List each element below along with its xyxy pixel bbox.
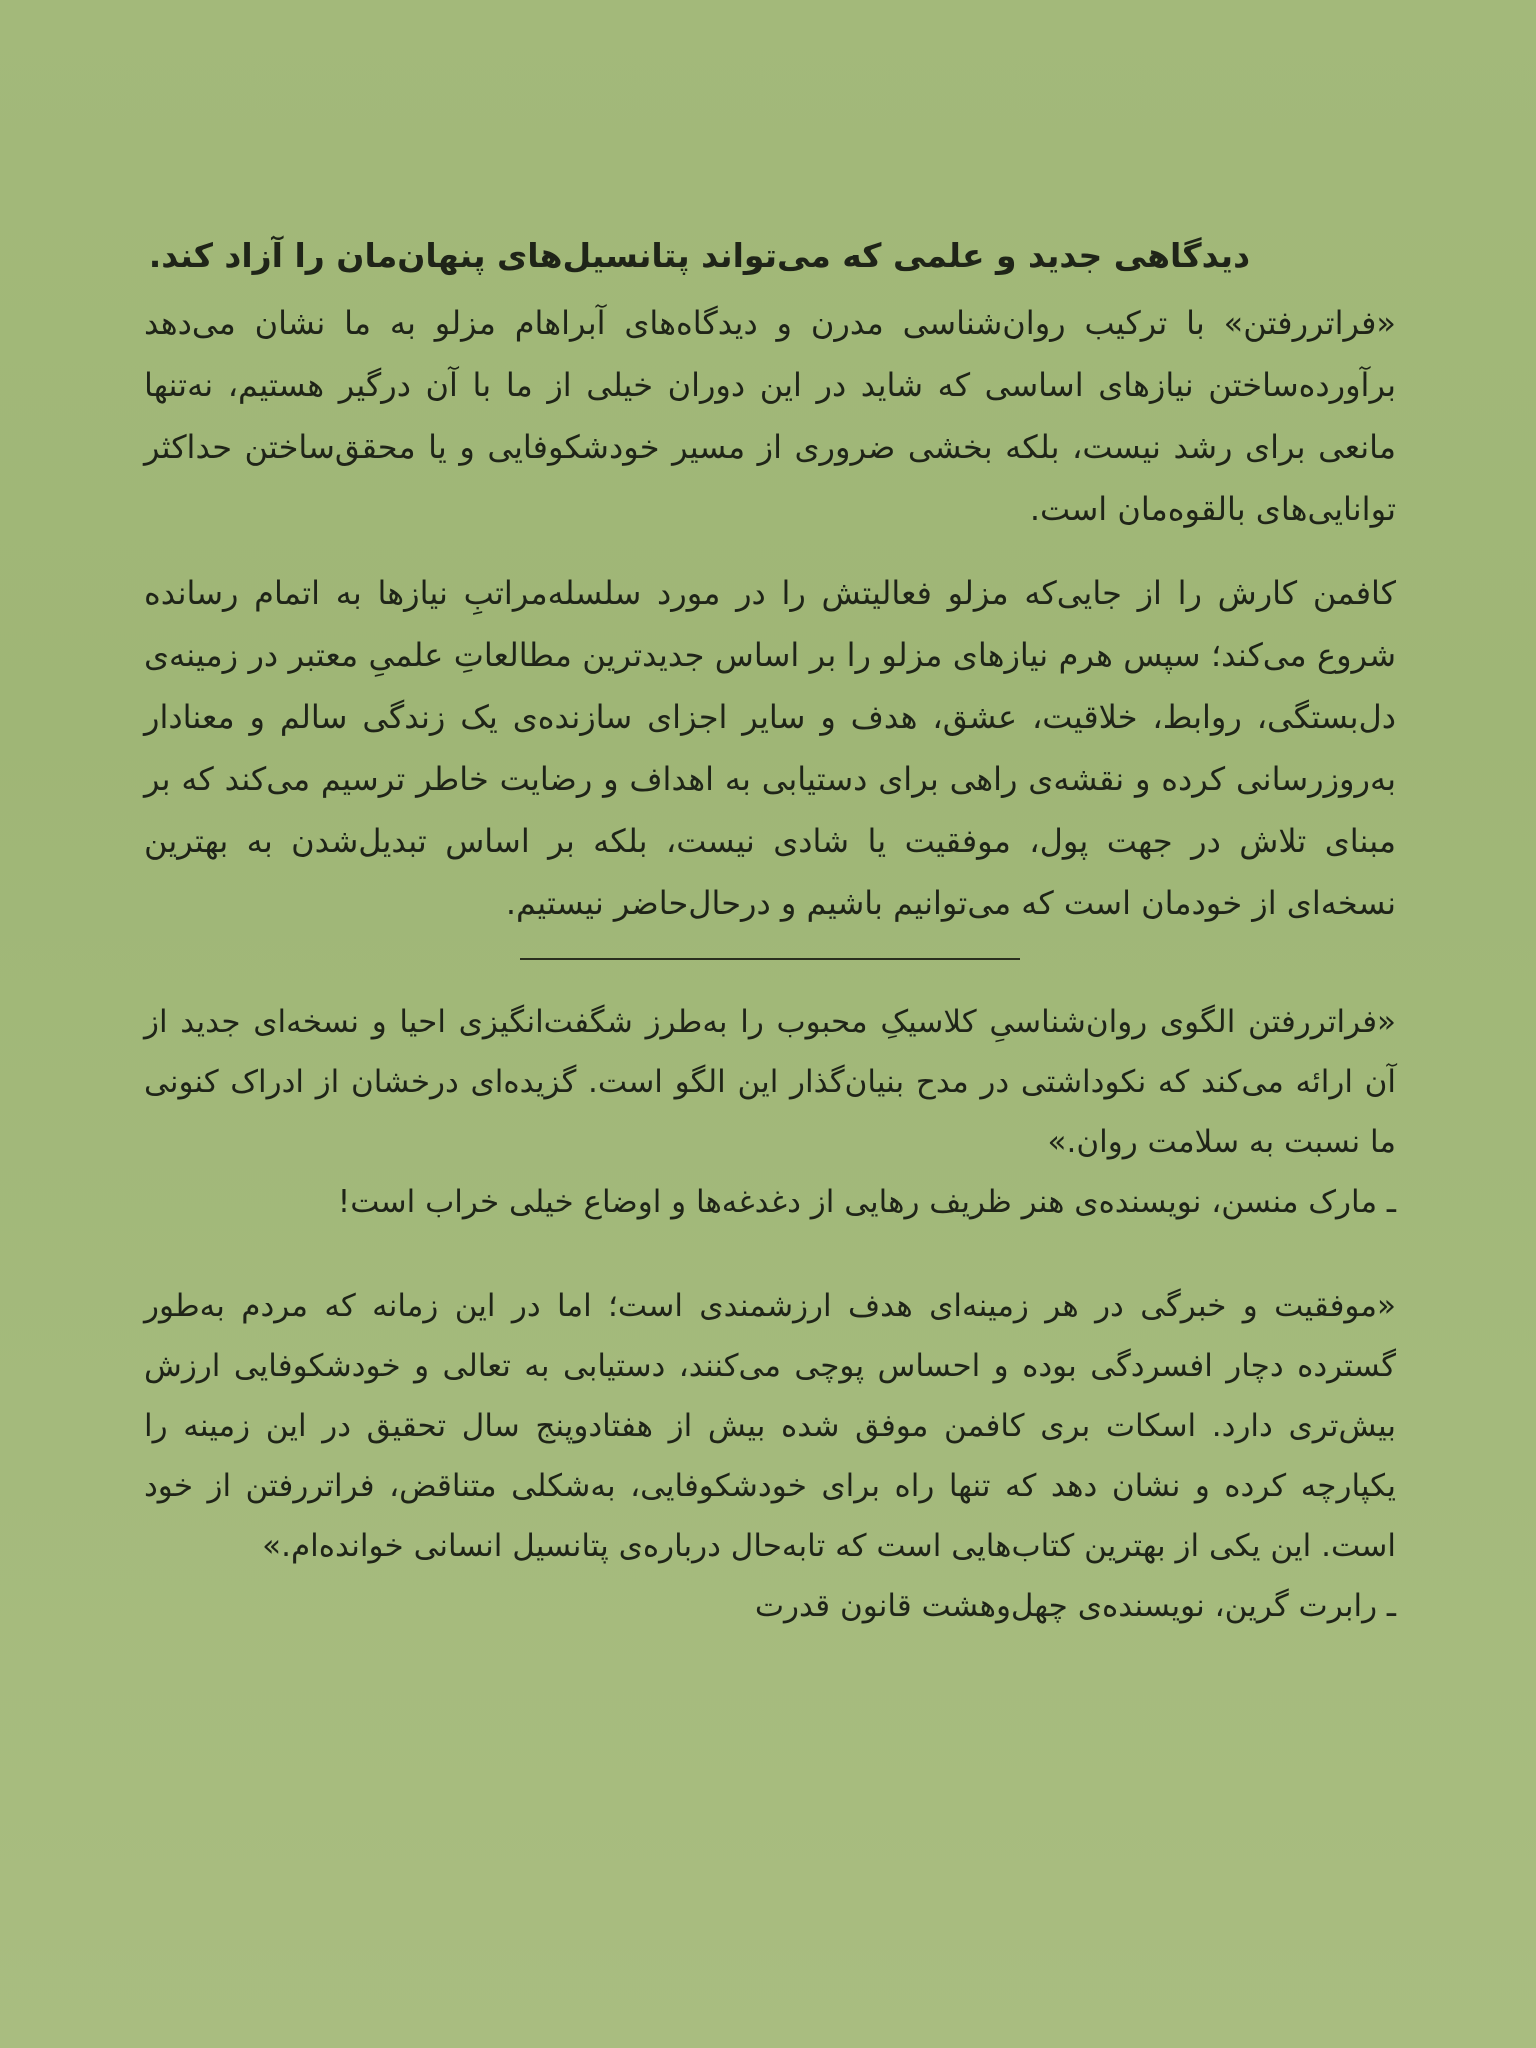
headline: دیدگاهی جدید و علمی که می‌تواند پتانسیل‌های پنهان‌مان را آزاد کند. [148,236,1250,275]
review-quote-2: «موفقیت و خبرگی در هر زمینه‌ای هدف ارزشمندی است؛ اما در این زمانه که مردم به‌طور گسترده دچار افسردگی بوده و احساس پوچی می‌کنند، دستیابی به تعالی و خودشکوفایی ارزش بیش‌تری دارد. اسکات بری کافمن موفق شده بیش از هفتادوپنج سال تحقیق در این زمینه را یکپارچه کرده و نشان دهد که تنها راه برای خودشکوفایی، به‌شکلی متناقض، فراتررفتن از خود است. این یکی از بهترین کتاب‌هایی است که تابه‌حال درباره‌ی پتانسیل انسانی خوانده‌ام.» [144,1288,1396,1564]
back-cover-text [130,230,1410,2030]
description-paragraph: کافمن کارش را از جایی‌که مزلو فعالیتش را در مورد سلسله‌مراتبِ نیازها به اتمام رسانده شروع می‌کند؛ سپس هرم نیازهای مزلو را بر اساس جدیدترین مطالعاتِ علمیِ معتبر در زمینه‌ی دل‌بستگی، روابط، خلاقیت، عشق، هدف و سایر اجزای سازنده‌ی یک زندگی سالم و معنادار به‌روزرسانی کرده و نقشه‌ی راهی برای دستیابی به اهداف و رضایت خاطر ترسیم می‌کند که بر مبنای تلاش در جهت پول، موفقیت یا شادی نیست، بلکه بر اساس تبدیل‌شدن به بهترین نسخه‌ای از خودمان است که می‌توانیم باشیم و درحال‌حاضر نیستیم. [144,574,1396,922]
intro-paragraph: «فراتررفتن» با ترکیب روان‌شناسی مدرن و دیدگاه‌های آبراهام مزلو به ما نشان می‌دهد برآورده‌ساختن نیازهای اساسی که شاید در این دوران خیلی از ما با آن درگیر هستیم، نه‌تنها مانعی برای رشد نیست، بلکه بخشی ضروری از مسیر خودشکوفایی و یا محقق‌ساختن حداکثر توانایی‌های بالقوه‌مان است. [144,304,1396,528]
review-quote-1: «فراتررفتن الگوی روان‌شناسیِ کلاسیکِ محبوب را به‌طرز شگفت‌انگیزی احیا و نسخه‌ای جدید از آن ارائه می‌کند که نکوداشتی در مدح بنیان‌گذار این الگو است. گزیده‌ای درخشان از ادراک کنونی ما نسبت به سلامت روان.» [144,1004,1396,1160]
divider-line [520,958,1020,960]
review-attribution-2: ـ رابرت گرین، نویسنده‌ی چهل‌وهشت قانون قدرت [754,1588,1396,1624]
review-attribution-1: ـ مارک منسن، نویسنده‌ی هنر ظریف رهایی از دغدغه‌ها و اوضاع خیلی خراب است! [337,1184,1396,1220]
